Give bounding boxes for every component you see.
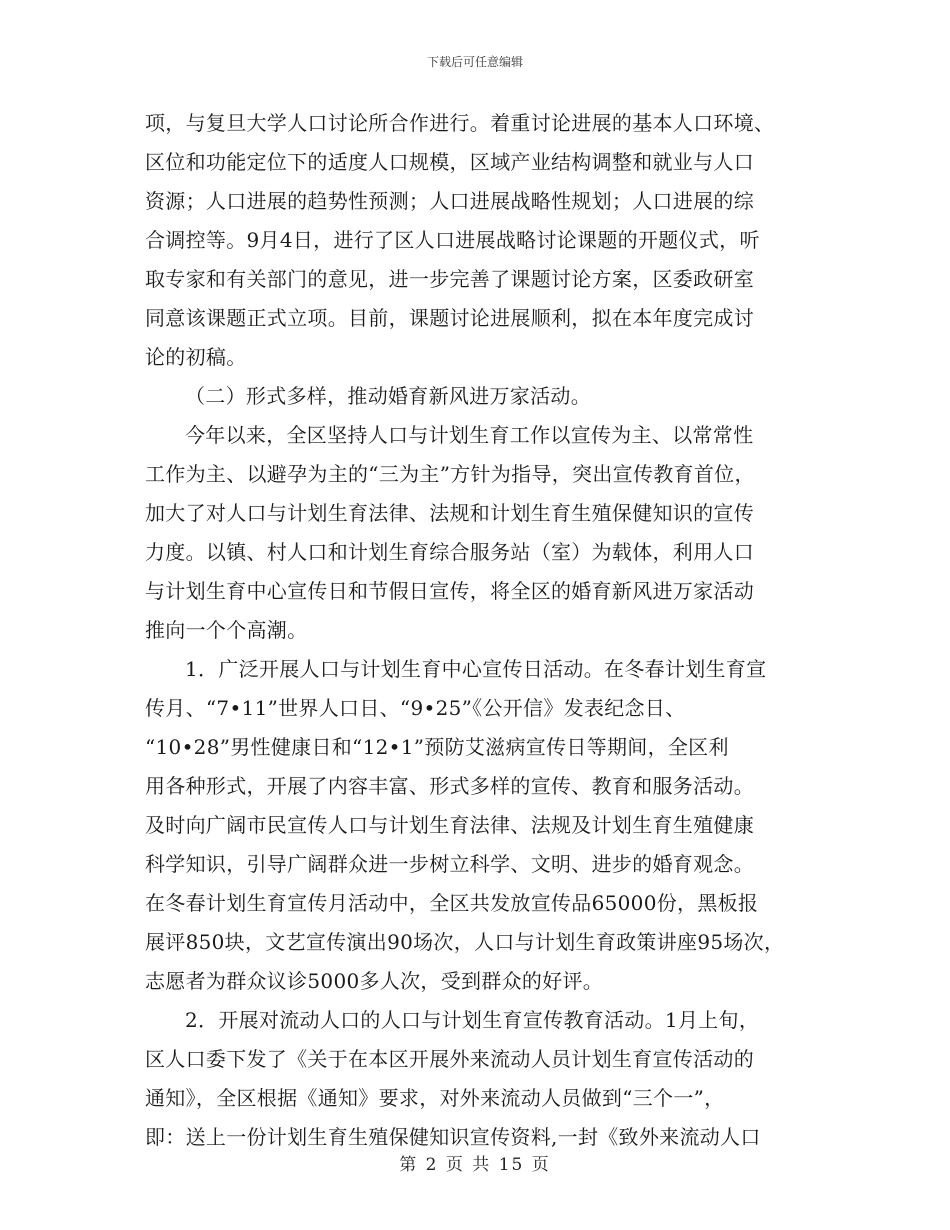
body-text (145, 104, 825, 1157)
text-line: 用各种形式，开展了内容丰富、形式多样的宣传、教育和服务活动。 (145, 774, 754, 798)
text-line: 项，与复旦大学人口讨论所合作进行。着重讨论进展的基本人口环境、 (145, 111, 775, 135)
text-line: 推向一个个高潮。 (145, 618, 308, 642)
text-line: 力度。以镇、村人口和计划生育综合服务站（室）为载体，利用人口 (145, 540, 754, 564)
page-footer: 第 2 页 共 15 页 (399, 1155, 551, 1175)
text-line: “10•28”男性健康日和“12•1”预防艾滋病宣传日等期间，全区利 (145, 735, 729, 759)
text-line: 展评850块，文艺宣传演出90场次，人口与计划生育政策讲座95场次， (145, 930, 785, 954)
text-line: 加大了对人口与计划生育法律、法规和计划生育生殖保健知识的宣传 (145, 501, 754, 525)
text-line: 在冬春计划生育宣传月活动中，全区共发放宣传品65000份，黑板报 (145, 891, 759, 915)
text-line: （二）形式多样，推动婚育新风进万家活动。 (185, 384, 591, 408)
text-line: 取专家和有关部门的意见，进一步完善了课题讨论方案，区委政研室 (145, 267, 754, 291)
text-line: 志愿者为群众议诊5000多人次，受到群众的好评。 (145, 969, 604, 993)
text-line: 即：送上一份计划生育生殖保健知识宣传资料,一封《致外来流动人口 (145, 1125, 761, 1149)
text-line: 及时向广阔市民宣传人口与计划生育法律、法规及计划生育生殖健康 (145, 813, 754, 837)
text-line: 论的初稿。 (145, 345, 247, 369)
text-line: 同意该课题正式立项。目前，课题讨论进展顺利，拟在本年度完成讨 (145, 306, 754, 330)
text-line: 区人口委下发了《关于在本区开展外来流动人员计划生育宣传活动的 (145, 1047, 754, 1071)
text-line: 合调控等。9月4日，进行了区人口进展战略讨论课题的开题仪式，听 (145, 228, 760, 252)
text-line: 区位和功能定位下的适度人口规模，区域产业结构调整和就业与人口 (145, 150, 754, 174)
text-line: 与计划生育中心宣传日和节假日宣传，将全区的婚育新风进万家活动 (145, 579, 754, 603)
text-line: 传月、“7•11”世界人口日、“9•25”《公开信》发表纪念日、 (145, 696, 686, 720)
page-header: 下载后可任意编辑 (426, 55, 523, 69)
text-line: 科学知识，引导广阔群众进一步树立科学、文明、进步的婚育观念。 (145, 852, 754, 876)
text-line: 资源；人口进展的趋势性预测；人口进展战略性规划；人口进展的综 (145, 189, 754, 213)
text-line: 通知》，全区根据《通知》要求，对外来流动人员做到“三个一”， (145, 1086, 725, 1110)
text-line: 1．广泛开展人口与计划生育中心宣传日活动。在冬春计划生育宣 (185, 657, 767, 681)
text-line: 2．开展对流动人口的人口与计划生育宣传教育活动。1月上旬， (185, 1008, 760, 1032)
text-line: 今年以来，全区坚持人口与计划生育工作以宣传为主、以常常性 (185, 423, 754, 447)
text-line: 工作为主、以避孕为主的“三为主”方针为指导，突出宣传教育首位， (145, 462, 755, 486)
